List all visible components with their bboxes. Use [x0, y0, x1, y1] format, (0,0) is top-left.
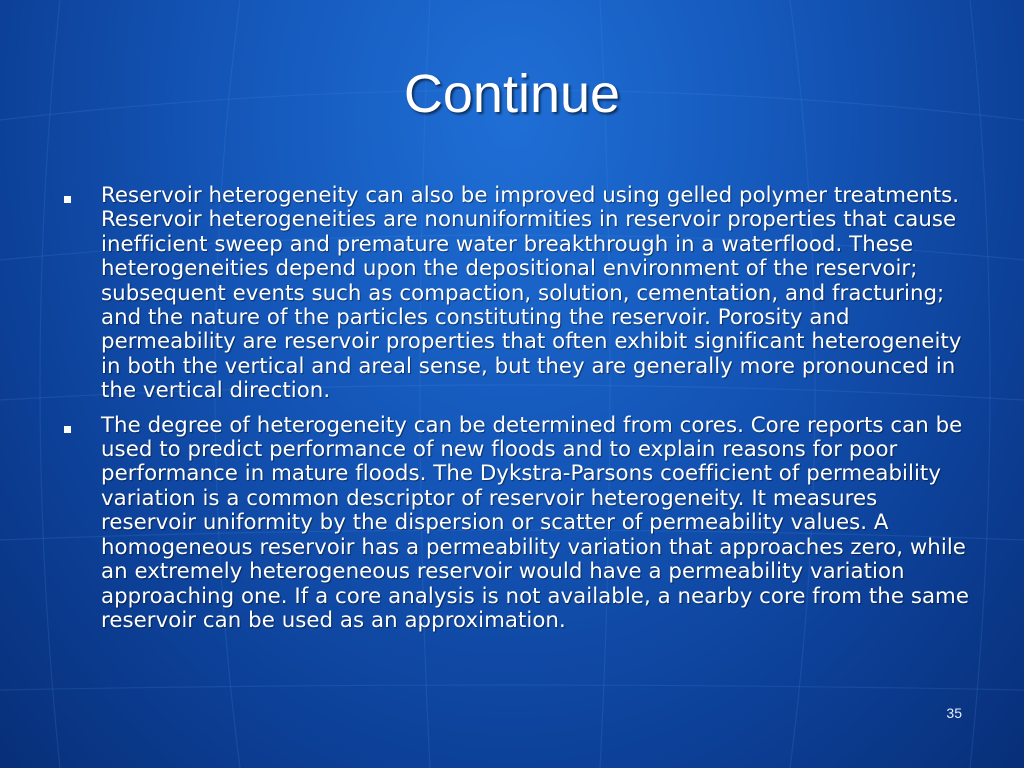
bullet-text: The degree of heterogeneity can be determined from cores. Core reports can be used to predict performance of new floods and to explain reasons for poor performance in mature floods. The Dykstra-Parsons coefficient of permeability variation is a common descriptor of reservoir heterogeneity. It measures reservoir uniformity by the dispersion or scatter of permeability values. A homogeneous reservoir has a permeability variation that approaches zero, while an extremely heterogeneous reservoir would have a permeability variation approaching one. If a core analysis is not available, a nearby core from the same reservoir can be used as an approximation. [101, 412, 970, 633]
list-item [58, 184, 970, 404]
slide-number: 35 [946, 705, 962, 721]
square-bullet-icon [64, 426, 71, 433]
bullet-text: Reservoir heterogeneity can also be improved using gelled polymer treatments. Reservoir heterogeneities are nonuniformities in reservoir properties that cause inefficient sweep and premature water breakthrough in a waterflood. These heterogeneities depend upon the depositional environment of the reservoir; subsequent events such as compaction, solution, cementation, and fracturing; and the nature of the particles constituting the reservoir. Porosity and permeability are reservoir properties that often exhibit significant heterogeneity in both the vertical and areal sense, but they are generally more pronounced in the vertical direction. [101, 183, 962, 404]
square-bullet-icon [64, 196, 71, 203]
list-item [58, 414, 970, 634]
bullet-list [58, 184, 970, 643]
slide-title: Continue [403, 64, 621, 124]
